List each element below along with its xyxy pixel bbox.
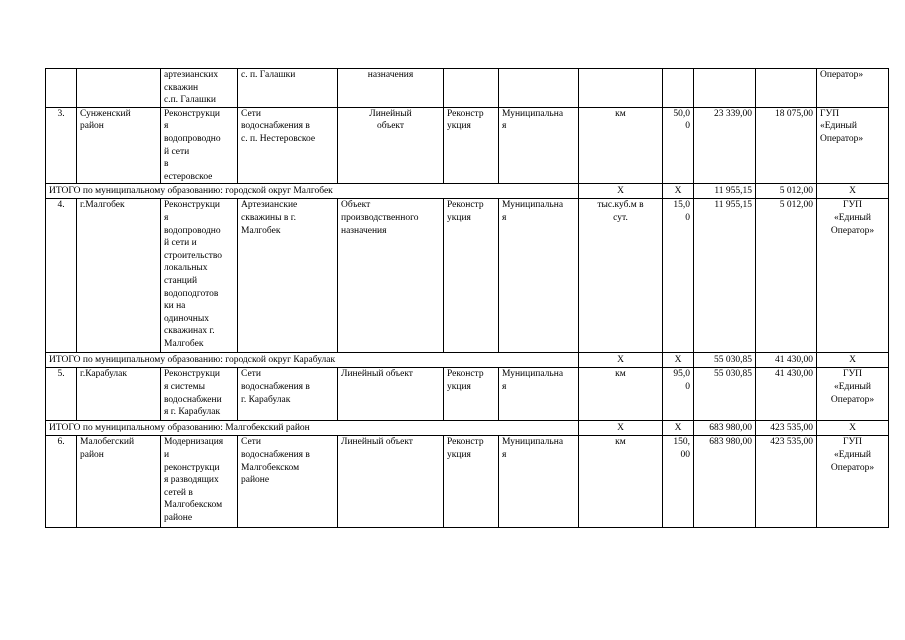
object-cell: с. п. Галашки (238, 69, 338, 108)
type-cell: Линейный объект (338, 436, 444, 528)
unit-cell: км (579, 436, 663, 528)
total-x: X (663, 184, 694, 199)
total-x: X (579, 184, 663, 199)
territory-cell: г.Карабулак (77, 368, 161, 421)
total-x: X (663, 421, 694, 436)
total-cost: 11 955,15 (694, 184, 756, 199)
total-row (46, 353, 889, 368)
territory-cell (77, 69, 161, 108)
total-financing: 41 430,00 (756, 353, 817, 368)
type-cell: Объект производственного назначения (338, 199, 444, 353)
financing-cell: 18 075,00 (756, 107, 817, 184)
object-cell: Сети водоснабжения в Малгобекском районе (238, 436, 338, 528)
table-row (46, 199, 889, 353)
type-cell: Линейный объект (338, 107, 444, 184)
financing-cell (756, 69, 817, 108)
measure-cell: Реконструкци я водопроводно й сети в естеровское (161, 107, 238, 184)
cost-cell: 55 030,85 (694, 368, 756, 421)
cost-cell: 11 955,15 (694, 199, 756, 353)
owner-cell: Муниципальна я (499, 199, 579, 353)
object-cell: Сети водоснабжения в с. п. Нестеровское (238, 107, 338, 184)
executor-cell: ГУП «Единый Оператор» (817, 107, 889, 184)
total-label: ИТОГО по муниципальному образованию: городской округ Карабулак (46, 353, 579, 368)
kind-cell: Реконстр укция (444, 368, 499, 421)
kind-cell: Реконстр укция (444, 199, 499, 353)
total-x: X (817, 421, 889, 436)
row-number: 3. (46, 107, 77, 184)
total-financing: 423 535,00 (756, 421, 817, 436)
financing-cell: 41 430,00 (756, 368, 817, 421)
type-cell: Линейный объект (338, 368, 444, 421)
unit-cell: км (579, 368, 663, 421)
measure-cell: Реконструкци я системы водоснабжени я г. Карабулак (161, 368, 238, 421)
total-row (46, 184, 889, 199)
cost-cell (694, 69, 756, 108)
kind-cell (444, 69, 499, 108)
financing-cell: 5 012,00 (756, 199, 817, 353)
type-cell: назначения (338, 69, 444, 108)
row-number: 6. (46, 436, 77, 528)
unit-cell (579, 69, 663, 108)
unit-cell: тыс.куб.м в сут. (579, 199, 663, 353)
territory-cell: Малобегский район (77, 436, 161, 528)
owner-cell: Муниципальна я (499, 436, 579, 528)
cost-cell: 683 980,00 (694, 436, 756, 528)
table-row (46, 436, 889, 528)
investment-program-table (45, 68, 889, 528)
territory-cell: Сунженский район (77, 107, 161, 184)
owner-cell: Муниципальна я (499, 368, 579, 421)
total-x: X (817, 353, 889, 368)
row-number: 5. (46, 368, 77, 421)
owner-cell (499, 69, 579, 108)
measure-cell: Модернизация и реконструкци я разводящих сетей в Малгобекском районе (161, 436, 238, 528)
total-label: ИТОГО по муниципальному образованию: городской округ Малгобек (46, 184, 579, 199)
measure-cell: Реконструкци я водопроводно й сети и строительство локальных станций водоподготов ки на одиночных скважинах г. Малгобек (161, 199, 238, 353)
kind-cell: Реконстр укция (444, 436, 499, 528)
table-row (46, 107, 889, 184)
capacity-cell: 95,0 0 (663, 368, 694, 421)
object-cell: Артезианские скважины в г. Малгобек (238, 199, 338, 353)
total-cost: 55 030,85 (694, 353, 756, 368)
capacity-cell (663, 69, 694, 108)
measure-cell: артезианских скважин с.п. Галашки (161, 69, 238, 108)
executor-cell: ГУП «Единый Оператор» (817, 199, 889, 353)
executor-cell: ГУП «Единый Оператор» (817, 368, 889, 421)
cost-cell: 23 339,00 (694, 107, 756, 184)
total-x: X (817, 184, 889, 199)
territory-cell: г.Малгобек (77, 199, 161, 353)
total-row (46, 421, 889, 436)
table-row (46, 368, 889, 421)
executor-cell: Оператор» (817, 69, 889, 108)
capacity-cell: 50,0 0 (663, 107, 694, 184)
total-financing: 5 012,00 (756, 184, 817, 199)
unit-cell: км (579, 107, 663, 184)
row-number (46, 69, 77, 108)
owner-cell: Муниципальна я (499, 107, 579, 184)
capacity-cell: 150, 00 (663, 436, 694, 528)
total-label: ИТОГО по муниципальному образованию: Малгобекский район (46, 421, 579, 436)
total-cost: 683 980,00 (694, 421, 756, 436)
row-number: 4. (46, 199, 77, 353)
table-row (46, 69, 889, 108)
executor-cell: ГУП «Единый Оператор» (817, 436, 889, 528)
kind-cell: Реконстр укция (444, 107, 499, 184)
financing-cell: 423 535,00 (756, 436, 817, 528)
object-cell: Сети водоснабжения в г. Карабулак (238, 368, 338, 421)
total-x: X (579, 421, 663, 436)
total-x: X (579, 353, 663, 368)
total-x: X (663, 353, 694, 368)
capacity-cell: 15,0 0 (663, 199, 694, 353)
